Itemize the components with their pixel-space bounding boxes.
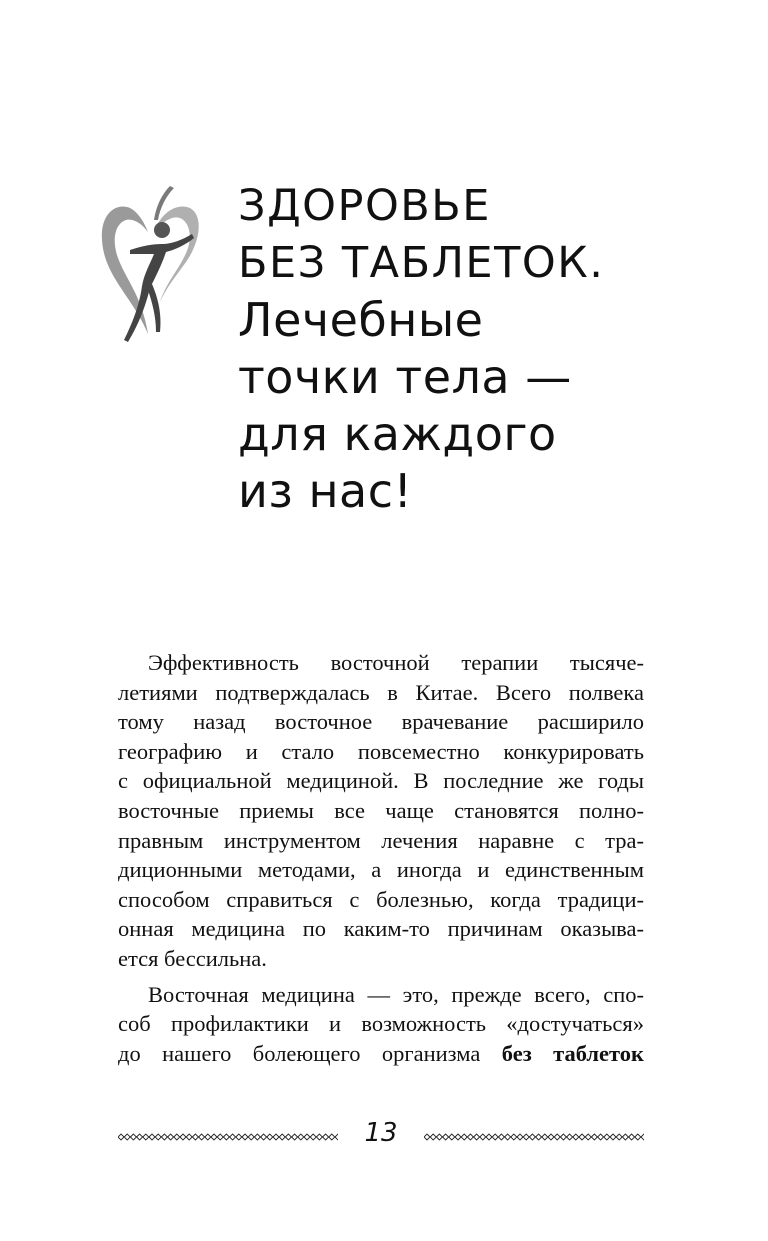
text-line: восточные приемы все чаще становятся полно- xyxy=(118,797,644,823)
text-line: онная медицина по каким-то причинам оказыва- xyxy=(118,916,644,942)
text-run: до нашего болеющего организма xyxy=(118,1040,502,1066)
chapter-title-line: ЗДОРОВЬЕ xyxy=(238,181,491,231)
text-line: Восточная медицина — это, прежде всего, спо- xyxy=(148,981,644,1007)
text-line: правным инструментом лечения наравне с тра- xyxy=(118,827,644,853)
text-line: тому назад восточное врачевание расширило xyxy=(118,709,644,735)
text-line: географию и стало повсеместно конкурировать xyxy=(118,738,644,764)
text-line: Эффективность восточной терапии тысяче- xyxy=(148,650,644,675)
text-line: ется бессильна. xyxy=(118,945,267,971)
page-number: 13 xyxy=(364,1118,398,1148)
chapter-title-line: для каждого xyxy=(238,407,557,461)
body-text xyxy=(118,648,644,1068)
chapter-title-line: точки тела — xyxy=(238,350,572,404)
paragraph xyxy=(118,980,644,1069)
chapter-title-line: из нас! xyxy=(238,464,413,518)
text-line: диционными методами, а иногда и единственным xyxy=(118,857,644,883)
chapter-title xyxy=(238,178,604,520)
text-line: с официальной медициной. В последние же годы xyxy=(118,768,644,794)
text-line xyxy=(118,1039,644,1069)
chapter-title-line: БЕЗ ТАБЛЕТОК. xyxy=(238,238,605,288)
paragraph xyxy=(118,648,644,974)
text-line: способом справиться с болезнью, когда традици- xyxy=(118,886,644,912)
ornament-divider-icon xyxy=(424,1132,644,1142)
bold-text: без таблеток xyxy=(501,1040,644,1066)
page-footer xyxy=(118,1118,644,1158)
text-line: соб профилактики и возможность «достучаться» xyxy=(118,1011,644,1037)
heart-figure-logo-icon xyxy=(96,184,206,349)
text-line: летиями подтверждалась в Китае. Всего полвека xyxy=(118,679,644,705)
chapter-title-line: Лечебные xyxy=(238,293,484,347)
